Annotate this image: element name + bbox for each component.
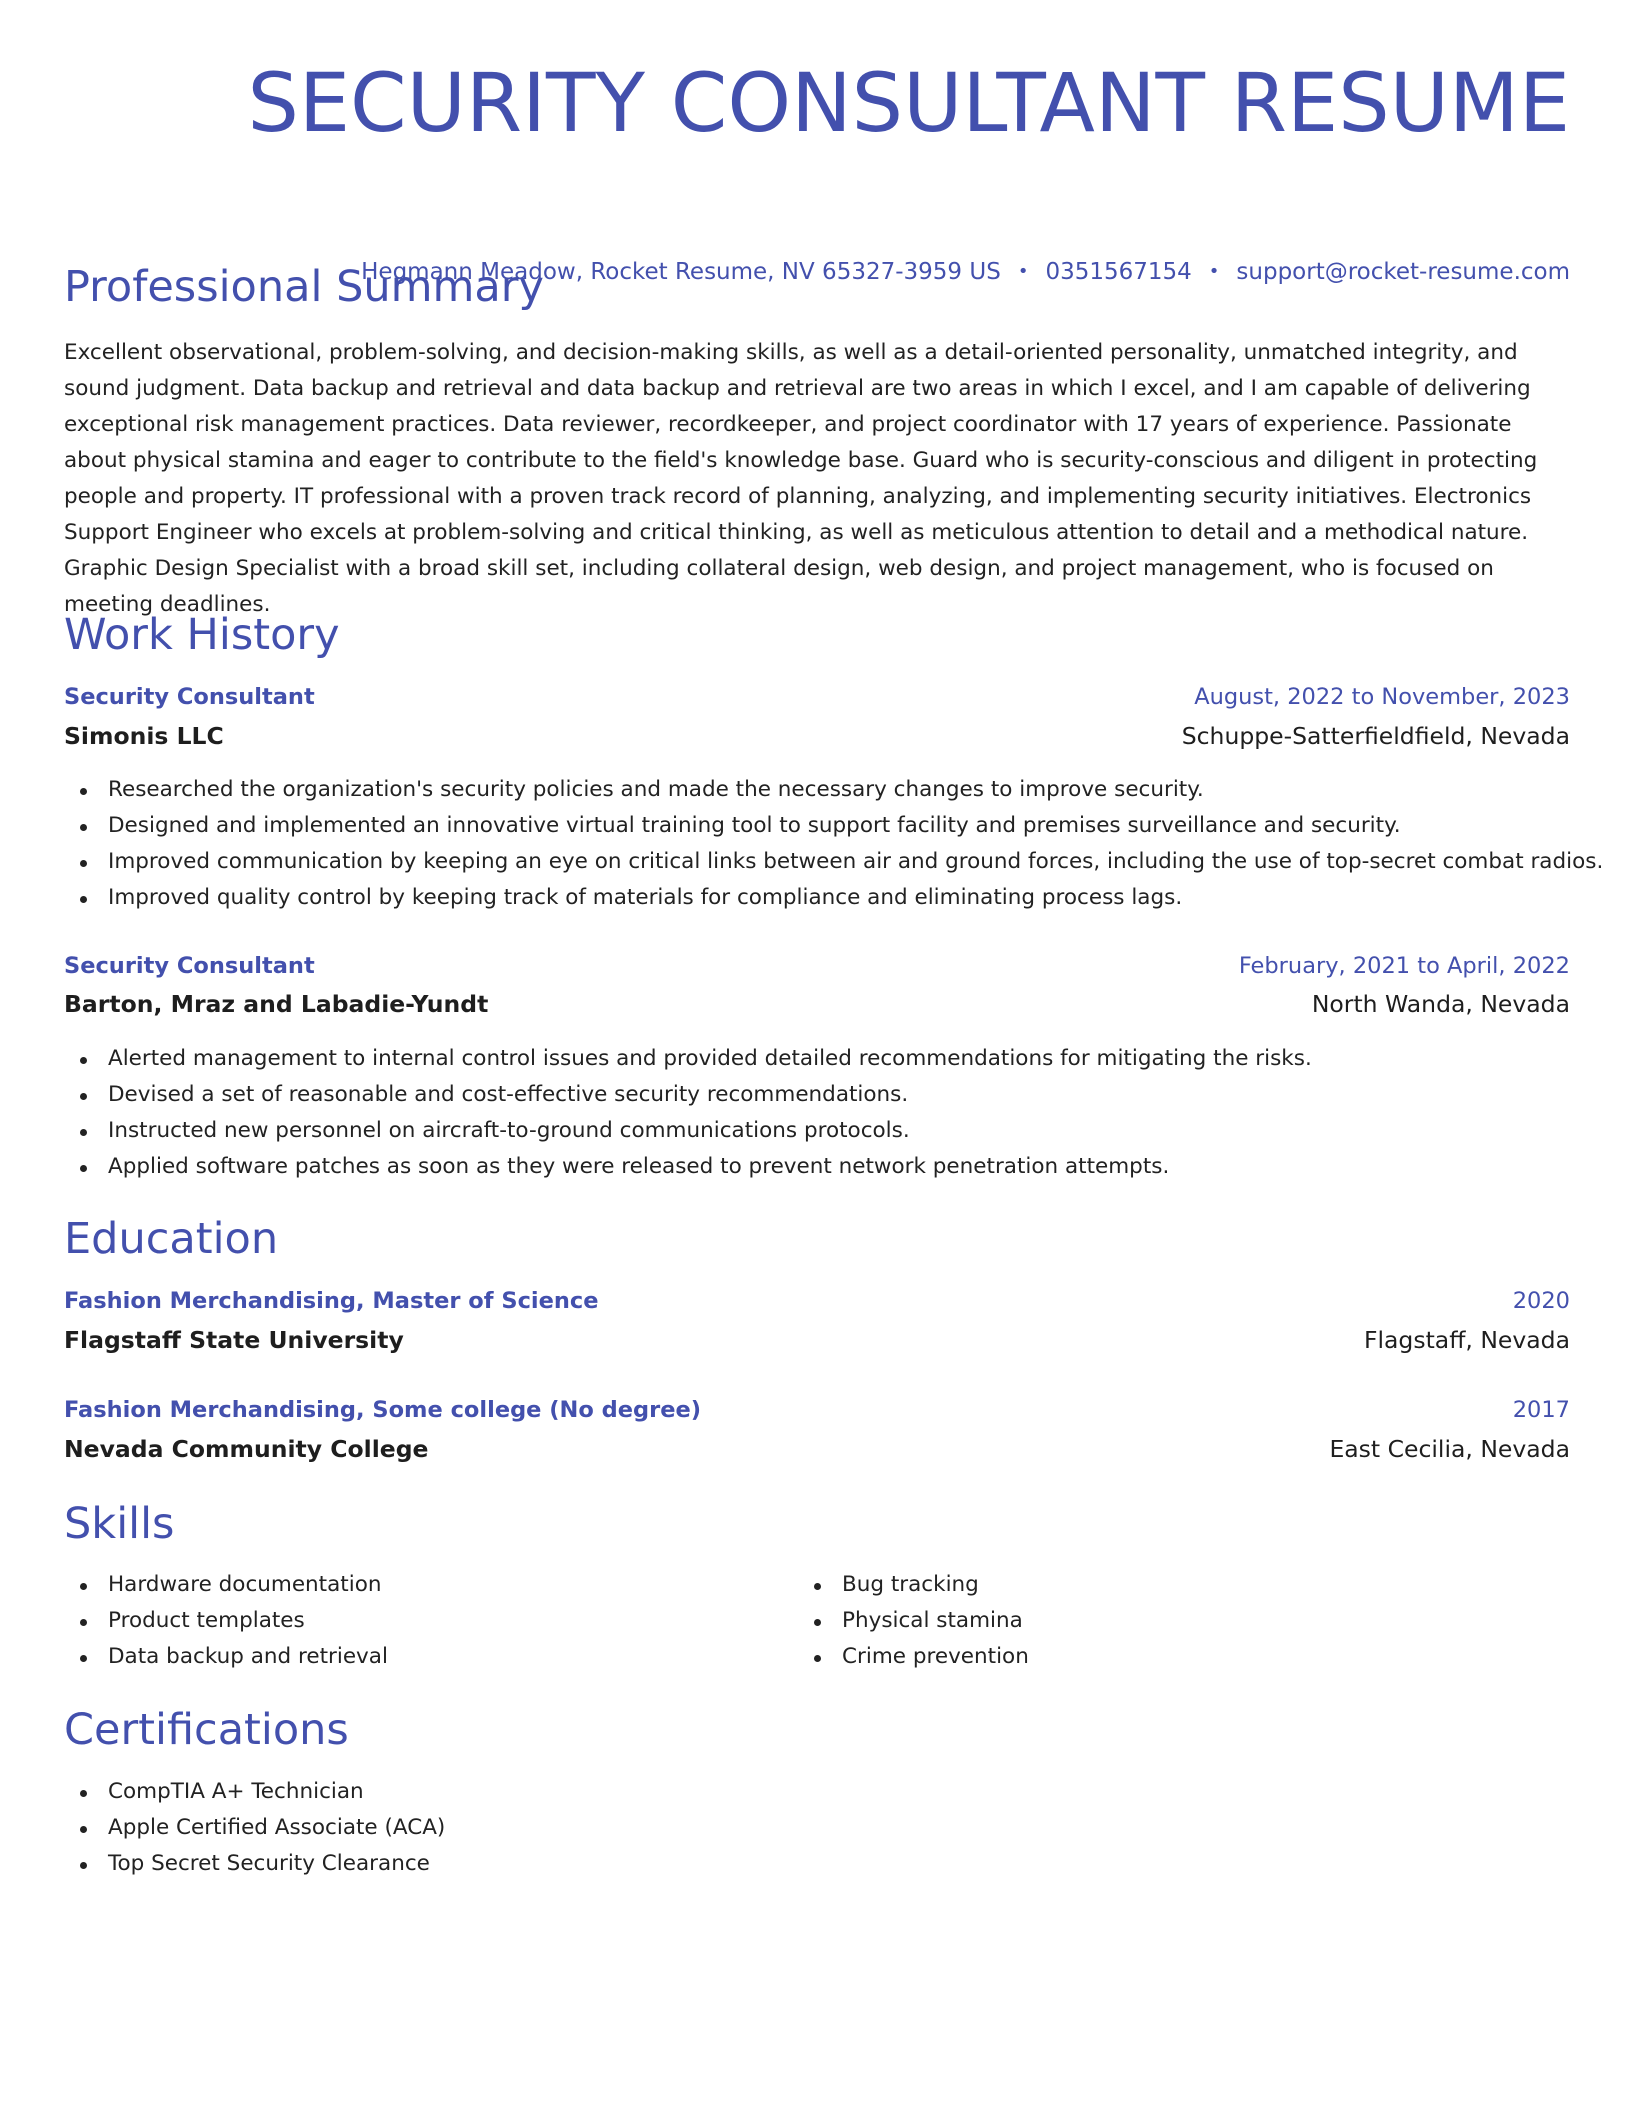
job-dates: August, 2022 to November, 2023 — [1194, 684, 1570, 710]
skill-item: Product templates — [64, 1603, 388, 1639]
education-location: Flagstaff, Nevada — [1363, 1326, 1570, 1354]
job-location: Schuppe-Satterfieldfield, Nevada — [1181, 722, 1570, 750]
skills-heading: Skills — [64, 1499, 175, 1549]
education-location: East Cecilia, Nevada — [1329, 1435, 1570, 1463]
contact-separator: • — [1017, 261, 1029, 282]
list-item: Instructed new personnel on aircraft-to-ground communications protocols. — [64, 1113, 1312, 1149]
list-item: Improved quality control by keeping track of materials for compliance and eliminating process lags. — [64, 880, 1603, 916]
list-item: Designed and implemented an innovative virtual training tool to support facility and premises surveillance and security. — [64, 808, 1603, 844]
certification-item: Top Secret Security Clearance — [64, 1846, 445, 1882]
summary-heading: Professional Summary — [64, 262, 544, 312]
job-title: Security Consultant — [64, 684, 315, 710]
education-degree-row — [64, 1288, 1570, 1314]
skills-list-right — [798, 1567, 1029, 1675]
certifications-heading: Certifications — [64, 1705, 349, 1755]
skill-item: Hardware documentation — [64, 1567, 388, 1603]
job-company: Barton, Mraz and Labadie-Yundt — [64, 990, 489, 1018]
education-school: Flagstaff State University — [64, 1326, 404, 1354]
education-school-row — [64, 1326, 1570, 1354]
education-heading: Education — [64, 1214, 279, 1264]
skill-item: Bug tracking — [798, 1567, 1029, 1603]
education-degree: Fashion Merchandising, Some college (No degree) — [64, 1397, 702, 1423]
contact-phone: 0351567154 — [1045, 259, 1192, 285]
contact-email: support@rocket-resume.com — [1236, 259, 1570, 285]
education-school: Nevada Community College — [64, 1435, 429, 1463]
skill-item: Crime prevention — [798, 1639, 1029, 1675]
list-item: Applied software patches as soon as they were released to prevent network penetration attempts. — [64, 1149, 1312, 1185]
job-company: Simonis LLC — [64, 722, 224, 750]
list-item: Researched the organization's security policies and made the necessary changes to improve security. — [64, 772, 1603, 808]
contact-separator: • — [1208, 261, 1220, 282]
certification-item: Apple Certified Associate (ACA) — [64, 1810, 445, 1846]
list-item: Alerted management to internal control issues and provided detailed recommendations for mitigating the risks. — [64, 1041, 1312, 1077]
job-title-row — [64, 684, 1570, 710]
skills-list-left — [64, 1567, 388, 1675]
certification-item: CompTIA A+ Technician — [64, 1774, 445, 1810]
job-company-row — [64, 990, 1570, 1018]
work-history-heading: Work History — [64, 610, 340, 660]
list-item: Devised a set of reasonable and cost-effective security recommendations. — [64, 1077, 1312, 1113]
certifications-list — [64, 1774, 445, 1882]
resume-title: SECURITY CONSULTANT RESUME — [247, 57, 1570, 151]
education-degree: Fashion Merchandising, Master of Science — [64, 1288, 599, 1314]
job-company-row — [64, 722, 1570, 750]
list-item: Improved communication by keeping an eye on critical links between air and ground forces, including the use of top-secret combat radios. — [64, 844, 1603, 880]
skill-item: Data backup and retrieval — [64, 1639, 388, 1675]
summary-text: Excellent observational, problem-solving, and decision-making skills, as well as a detail-oriented personality, unmatched integrity, and sound judgment. Data backup and retrieval and data backup and retrieval are two areas in which I excel, and I am capable of delivering exceptional risk management practices. Data reviewer, recordkeeper, and project coordinator with 17 years of experience. Passionate about physical stamina and eager to contribute to the field's knowledge base. Guard who is security-conscious and diligent in protecting people and property. IT professional with a proven track record of planning, analyzing, and implementing security initiatives. Electronics Support Engineer who excels at problem-solving and critical thinking, as well as meticulous attention to detail and a methodical nature. Graphic Design Specialist with a broad skill set, including collateral design, web design, and project management, who is focused on meeting deadlines. — [64, 340, 1538, 617]
job-bullets — [64, 772, 1603, 916]
skill-item: Physical stamina — [798, 1603, 1029, 1639]
education-year: 2017 — [1512, 1397, 1570, 1423]
education-year: 2020 — [1512, 1288, 1570, 1314]
job-dates: February, 2021 to April, 2022 — [1238, 953, 1570, 979]
job-title: Security Consultant — [64, 953, 315, 979]
education-degree-row — [64, 1397, 1570, 1423]
education-school-row — [64, 1435, 1570, 1463]
contact-address: Hegmann Meadow, Rocket Resume, NV 65327-3959 US — [361, 259, 1001, 285]
job-location: North Wanda, Nevada — [1311, 990, 1570, 1018]
job-bullets — [64, 1041, 1312, 1185]
job-title-row — [64, 953, 1570, 979]
